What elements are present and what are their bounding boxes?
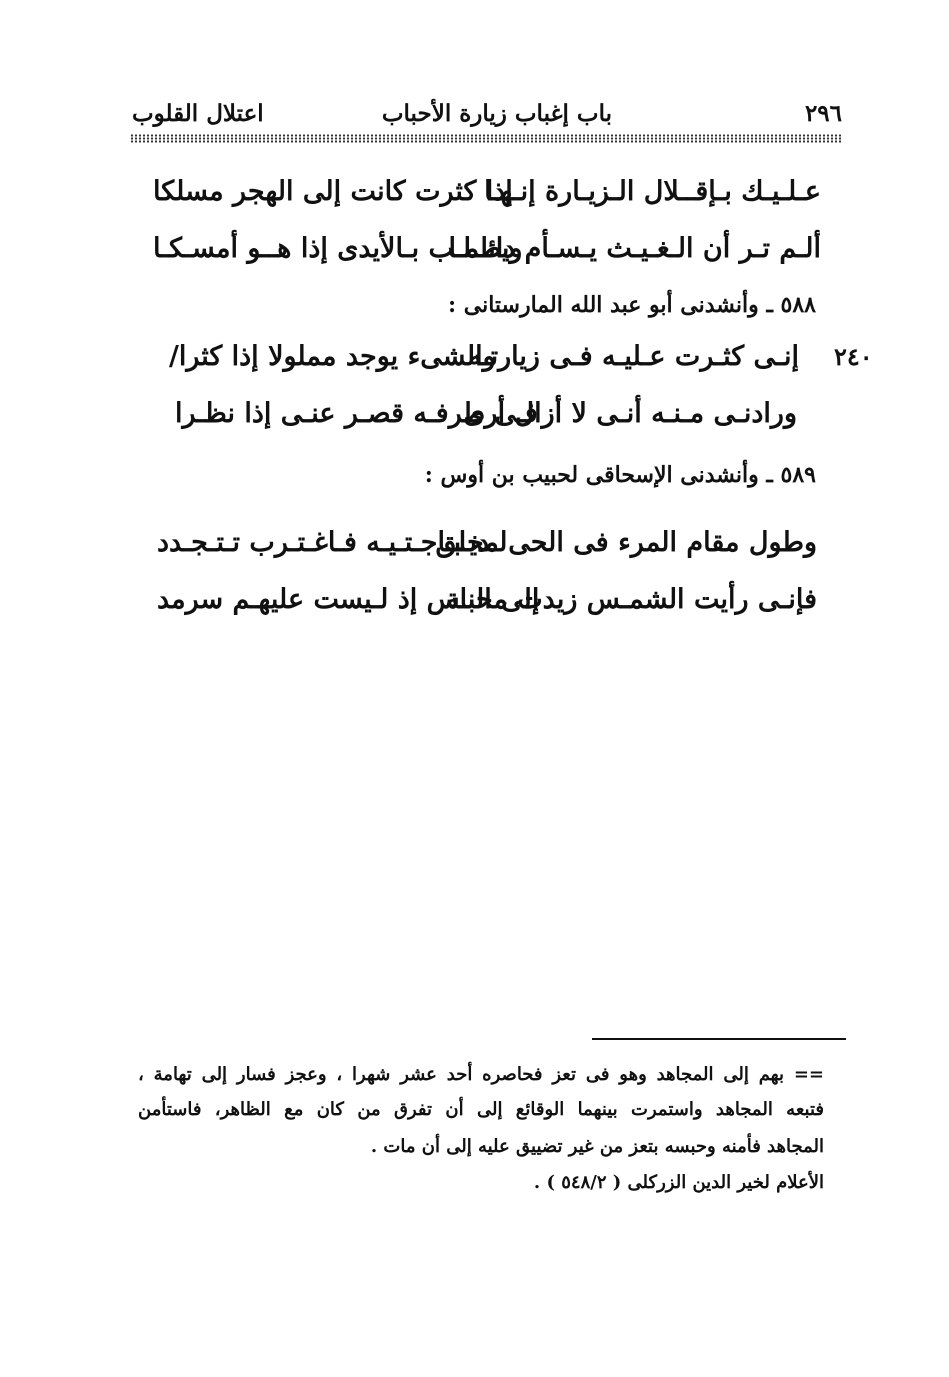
verse-1	[153, 176, 821, 220]
verse-2	[153, 233, 821, 277]
footnote-line-2: فتبعه المجاهد واستمرت بينهما الوقائع إلى أن تفرق من كان مع الظاهر، فاستأمن	[138, 1099, 824, 1120]
verse-589-2	[157, 584, 817, 628]
footnote-divider	[592, 1038, 846, 1040]
chapter-title: باب إغباب زيارة الأحباب	[381, 100, 612, 127]
verse-588-2-second-hemistich: فـى طرفـه قصـر عنـى إذا نظـرا	[175, 398, 538, 429]
verse-1-first-hemistich: عـلـيـك بـإقــلال الـزيـارة إنـهـا	[484, 176, 821, 207]
page-header	[132, 100, 842, 136]
verse-589-2-first-hemistich: فإنـى رأيت الشمـس زيدت محبـة	[445, 584, 817, 615]
verse-2-second-hemistich: ويطـلـب بـالأيدى إذا هــو أمسـكـا	[153, 233, 523, 264]
poem-588-intro: ٥٨٨ ـ وأنشدنى أبو عبد الله المارستانى :	[447, 292, 816, 318]
verse-588-1-first-hemistich: إنـى كثـرت عـليـه فـى زيارتـه	[468, 341, 799, 372]
verse-2-first-hemistich: ألـم تـر أن الـغـيـث يـسـأم دائـمـا	[448, 233, 821, 264]
footnote-line-3: المجاهد فأمنه وحبسه بتعز من غير تضييق عليه إلى أن مات .	[370, 1136, 824, 1157]
verse-588-1-second-hemistich: والشىء يوجد مملولا إذا كثرا/	[169, 341, 496, 372]
verse-589-1-first-hemistich: وطول مقام المرء فى الحى مخلق	[435, 527, 817, 558]
margin-page-marker: ٢٤٠	[834, 342, 873, 371]
page-number: ٢٩٦	[804, 100, 842, 127]
footnote-line-4: الأعلام لخير الدين الزركلى ( ٥٤٨/٢ ) .	[533, 1172, 824, 1193]
verse-588-2-first-hemistich: ورادنـى مـنـه أنـى لا أزال أرى	[463, 398, 797, 429]
verse-589-1	[157, 527, 817, 571]
header-divider	[130, 134, 842, 143]
book-title: اعتلال القلوب	[132, 100, 264, 127]
verse-589-2-second-hemistich: إلى الناس إذ لـيست عليهـم سرمد	[157, 584, 540, 615]
verse-589-1-second-hemistich: لـديـبـاجـتـيـه فـاغـتـرب تـتـجـدد	[157, 527, 508, 558]
verse-588-1	[169, 341, 799, 385]
verse-1-second-hemistich: إذا كثرت كانت إلى الهجر مسلكا	[153, 176, 513, 207]
footnote-line-1: == بهم إلى المجاهد وهو فى تعز فحاصره أحد عشر شهرا ، وعجز فسار إلى تهامة ،	[138, 1064, 824, 1085]
poem-589-intro: ٥٨٩ ـ وأنشدنى الإسحاقى لحبيب بن أوس :	[424, 462, 816, 488]
verse-588-2	[175, 398, 797, 442]
